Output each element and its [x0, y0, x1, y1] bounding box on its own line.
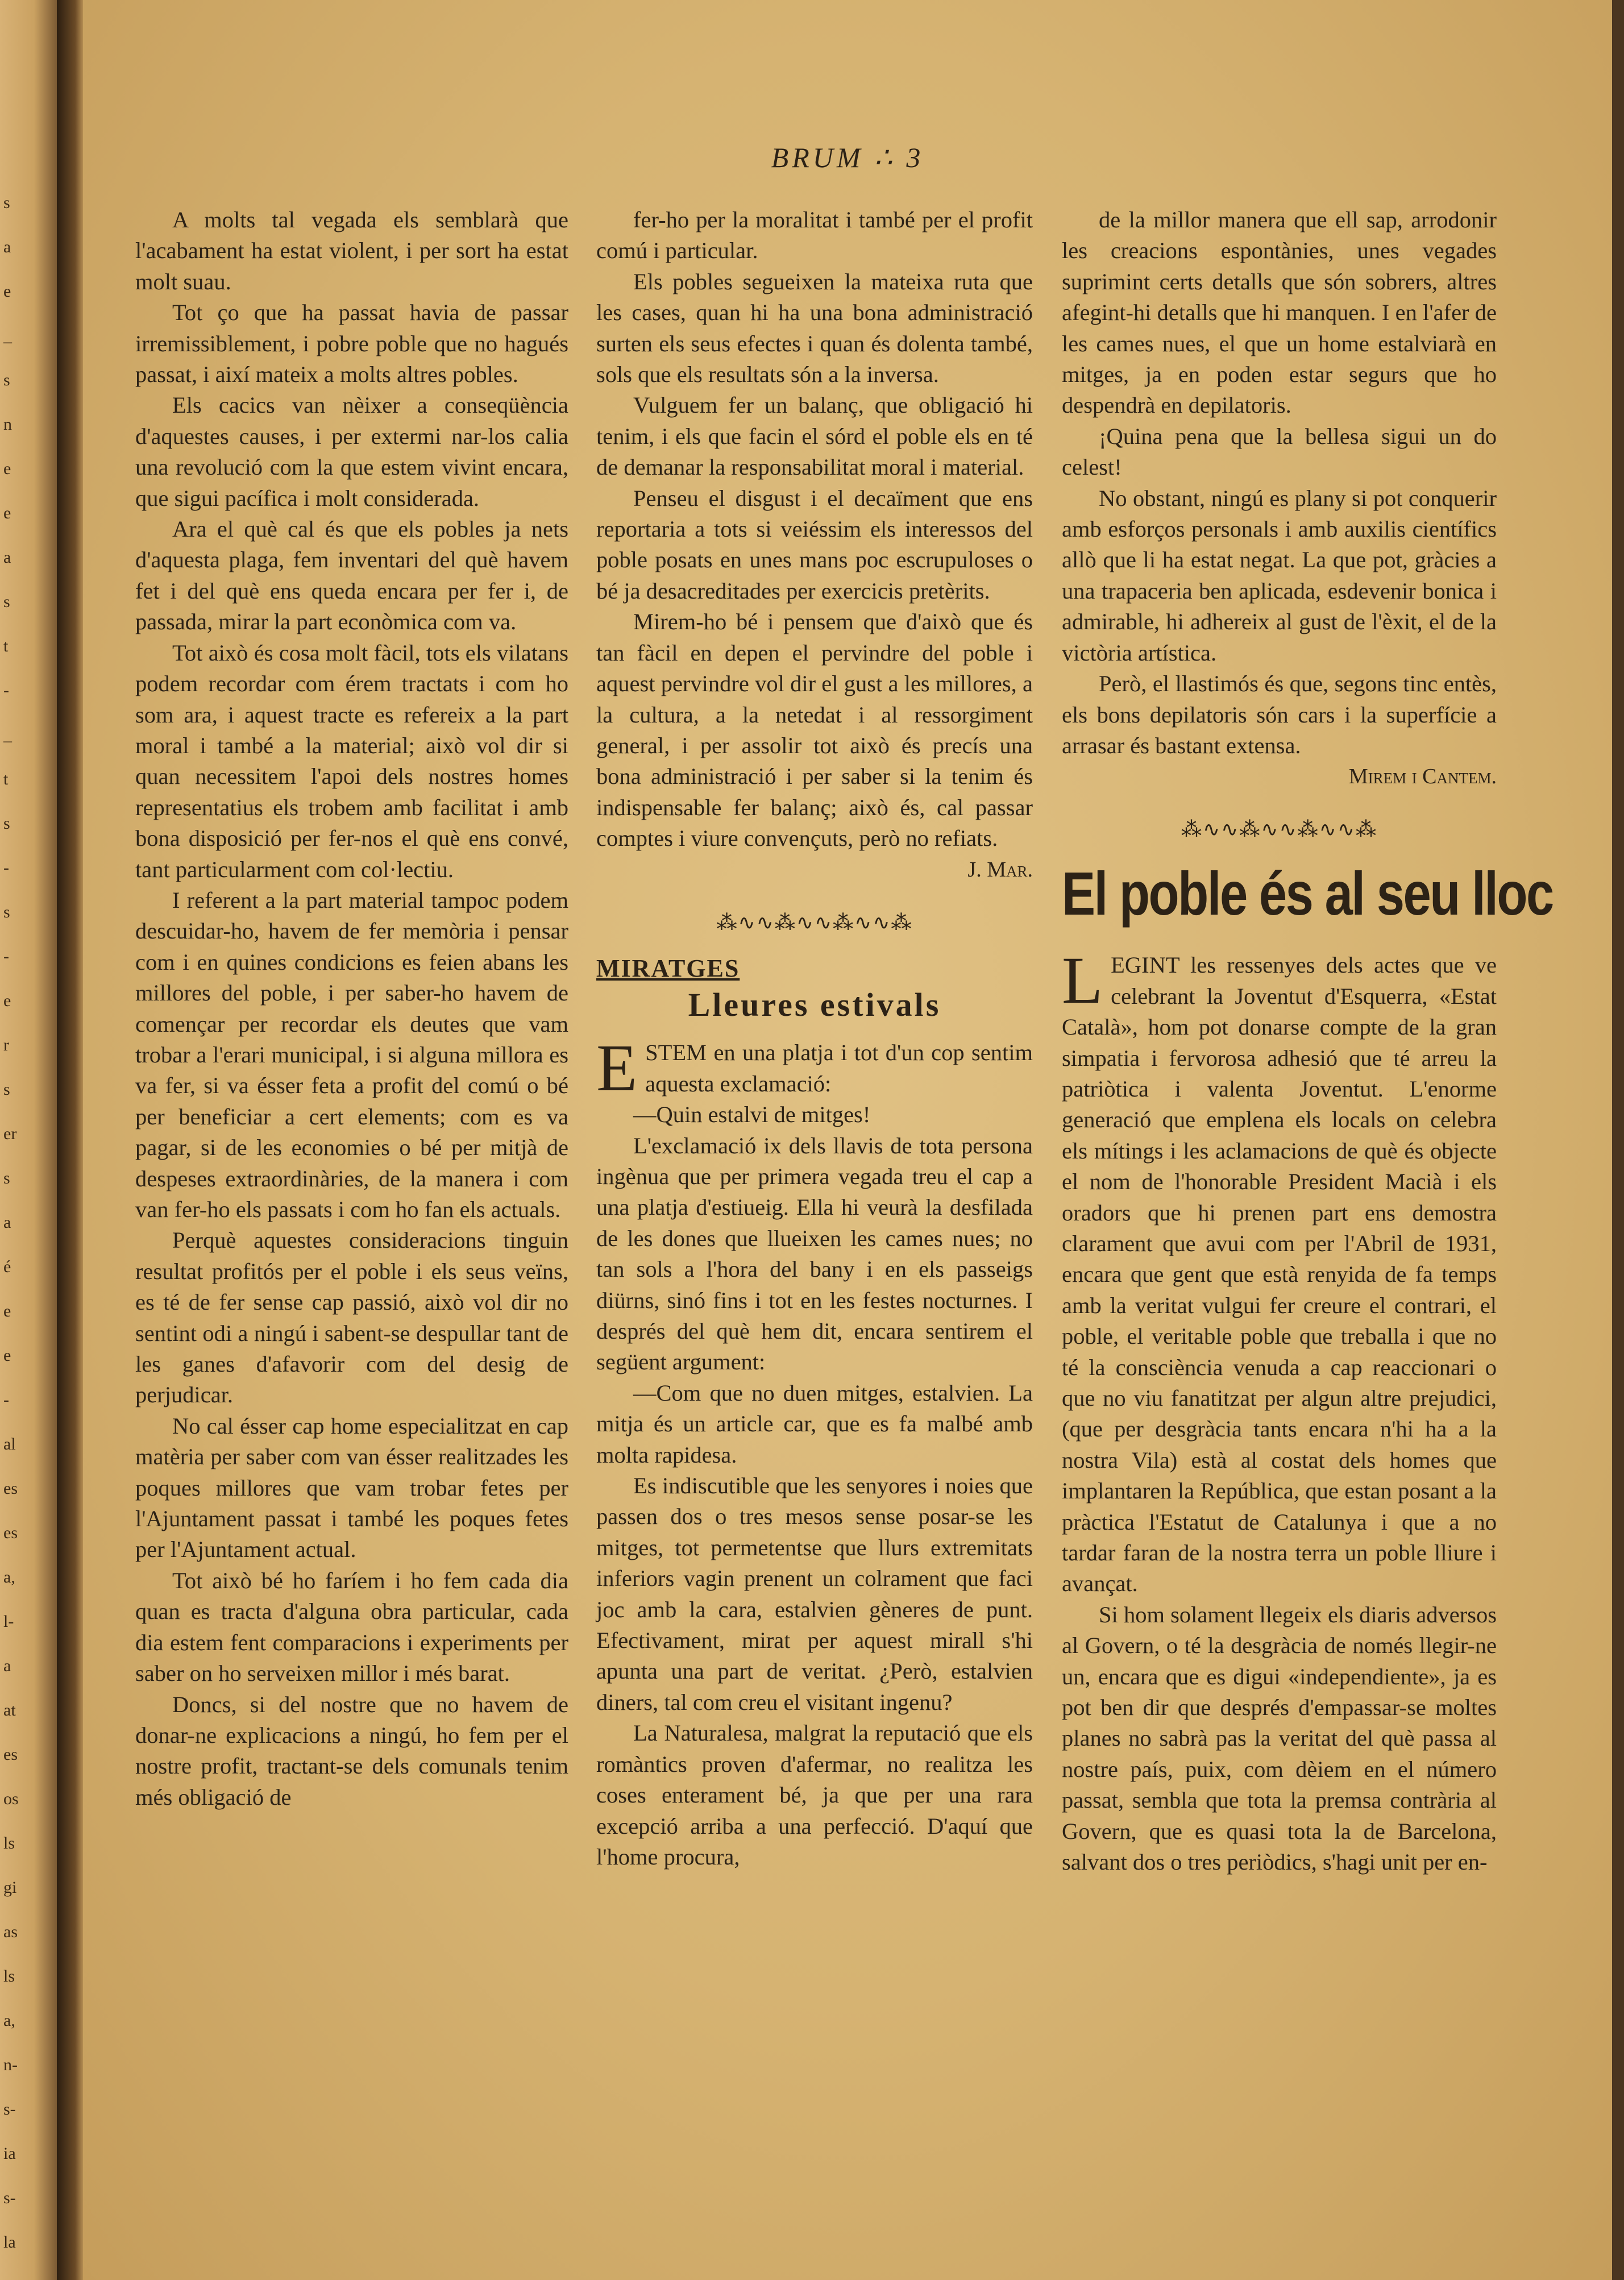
binding-gutter — [57, 0, 83, 2280]
paragraph: Si hom solament llegeix els diaris adversos al Govern, o té la desgràcia de només llegir-ne un, encara que es digui «independiente», ja es pot ben dir que després d'empassar-se moltes planes no sabrà pas la veritat del què passa al nostre país, puix, com dèiem en el número passat, sembla que tota la premsa contrària al Govern, que es quasi tota la de Barcelona, salvant dos o tres periòdics, s'hagi unit per en- — [1062, 1601, 1497, 1875]
paragraph: I referent a la part material tampoc podem descuidar-ho, havem de fer memòria i pensar com i en quines condicions es feien abans les millores del poble, i per saber-ho havem de començar per recordar els deutes que vam trobar a l'erari municipal, i si alguna millora es va fer, si va ésser feta a profit del comú o bé per beneficiar a cert elements; com es va pagar, si de les economies o bé per mitjà de despeses extraordinàries, de la manera i com van fer-ho els passats i com ho fan els actuals. — [135, 887, 568, 1222]
margin-fragment: e — [3, 459, 11, 478]
paragraph: —Com que no duen mitges, estalvien. La mitja és un article car, que es fa malbé amb molta rapidesa. — [596, 1380, 1033, 1468]
paragraph: Tot ço que ha passat havia de passar irremissiblement, i pobre poble que no hagués passat, i així mateix a molts altres pobles. — [135, 300, 568, 388]
right-page-edge — [1612, 0, 1624, 2280]
paragraph: Tot això és cosa molt fàcil, tots els vilatans podem recordar com érem tractats i com ho som ara, i aquest tracte es refereix a la part moral i també a la material; això vol dir si quan necessitem l'apoi dels nostres homes representatius els trobem amb facilitat i amb bona disposició per fer-nos el què ens convé, tant particularment com col·lectiu. — [135, 639, 568, 882]
paragraph: A molts tal vegada els semblarà que l'acabament ha estat violent, i per sort ha estat molt suau. — [135, 207, 568, 294]
paragraph: Es indiscutible que les senyores i noies que passen dos o tres mesos sense posar-se les mitges, tot permetentse que llurs extremitats inferiors vagin prenent un colrament que faci joc amb la cara, estalvien gèneres de punt. Efectivament, mirat per aquest mirall s'hi apunta una part de veritat. ¿Però, estalvien diners, tal com creu el visitant ingenu? — [596, 1473, 1033, 1715]
margin-fragment: e — [3, 282, 11, 301]
margin-fragment: l- — [3, 1612, 14, 1631]
paragraph: fer-ho per la moralitat i també per el profit comú i particular. — [596, 207, 1033, 264]
drop-cap: E — [596, 1031, 638, 1106]
margin-fragment: a, — [3, 1568, 15, 1587]
paragraph: La Naturalesa, malgrat la reputació que els romàntics proven d'afermar, no realitza les coses enterament bé, ja que per una rara excepció arriba a una perfecció. D'aquí que l'home procura, — [596, 1720, 1033, 1870]
newspaper-page — [83, 0, 1612, 2280]
margin-fragment: _ — [3, 725, 12, 744]
drop-cap: L — [1062, 943, 1103, 1018]
paragraph: Els pobles segueixen la mateixa ruta que les cases, quan hi ha una bona administració surten els seus efectes i quan és dolenta també, sols que els resultats són a la inversa. — [596, 268, 1033, 388]
margin-fragment: s — [3, 371, 10, 389]
page-header: BRUM ∴ 3 — [771, 142, 924, 173]
paragraph: de la millor manera que ell sap, arrodonir les creacions espontànies, unes vegades suprimint certs detalls que són sobrers, altres afegint-hi detalls que hi manquen. I en l'afer de les cames nues, el que un home estalviarà en mitges, ja en poden estar segurs que ho despendrà en depilatoris. — [1062, 207, 1497, 418]
paragraph: No cal ésser cap home especialitzat en cap matèria per saber com van ésser realitzades les poques millores que vam trobar fetes per l'Ajuntament passat i també les poques fetes per l'Ajuntament actual. — [135, 1413, 568, 1563]
column-3 — [1062, 205, 1553, 1878]
margin-fragment: a — [3, 1656, 11, 1675]
article-lead: LEGINT les ressenyes dels actes que ve celebrant la Joventut d'Esquerra, «Estat Català», hom pot donarse compte de la gran simpatia i fervorosa adhesió que té arreu la patriòtica i valenta Joventut. L'enorme generació que emplena els locals on celebra els mítings i les aclamacions de què és objecte el nom de l'honorable President Macià i els oradors que hi prenen part ens demostra clarament que avui com per l'Abril de 1931, encara que gent que està renyida de fa temps amb la veritat vulgui fer creure el contrari, el poble, el veritable poble que treballa i que no té la consciència venuda a cap reaccionari o que no viu fanatitzat per algun altre prejudici, (que per desgràcia tants encara n'hi ha a la nostra Vila) està al costat dels homes que implantaren la República, que estan posant a la pràctica l'Estatut de Catalunya i que a no tardar faran de la nostra terra un poble lliure i avançat. — [1062, 943, 1497, 1597]
signature-mirem-i-cantem: Mirem i Cantem. — [1348, 765, 1497, 789]
margin-fragment: _ — [3, 326, 12, 345]
margin-fragment: os — [3, 1789, 19, 1808]
margin-fragment: - — [3, 858, 9, 877]
margin-fragment: gi — [3, 1878, 17, 1897]
margin-fragment: s- — [3, 2188, 16, 2207]
margin-fragment: t — [3, 770, 9, 788]
margin-fragment: e — [3, 1302, 11, 1320]
margin-fragment: a — [3, 1213, 11, 1232]
paragraph: No obstant, ningú es plany si pot conquerir amb esforços personals i amb auxilis científics allò que li ha estat negat. La que pot, gràcies a una trapaceria ben aplicada, esdevenir bonica i admirable, hi adhereix al gust de l'èxit, el de la victòria artística. — [1062, 485, 1497, 666]
margin-fragment: a — [3, 238, 11, 256]
margin-fragment: es — [3, 1523, 18, 1542]
column-2 — [596, 205, 1033, 1872]
margin-fragment: la — [3, 2233, 16, 2252]
paragraph: Penseu el disgust i el decaïment que ens reportaria a tots si veiéssim els interessos del poble posats en unes mans poc escrupuloses o bé ja desacreditades per exercicis pretèrits. — [596, 485, 1033, 604]
margin-fragment: a — [3, 548, 11, 567]
paragraph: Doncs, si del nostre que no havem de donar-ne explicacions a ningú, ho fem per el nostre profit, tractant-se dels comunals tenim més obligació de — [135, 1691, 568, 1810]
margin-fragment: s — [3, 1169, 10, 1187]
margin-fragment: s — [3, 903, 10, 921]
margin-fragment: r — [3, 1036, 9, 1054]
margin-fragment: - — [3, 681, 9, 700]
margin-fragment: - — [3, 1390, 9, 1409]
paragraph: Ara el què cal és que els pobles ja nets d'aquesta plaga, fem inventari del què havem fet i del què ens queda encara per fer i, de passada, mirar la part econòmica com va. — [135, 516, 568, 635]
paragraph: Però, el llastimós és que, segons tinc entès, els bons depilatoris són cars i la superfície a arrasar és bastant extensa. — [1062, 671, 1497, 758]
ornament-divider: ⁂∿∿⁂∿∿⁂∿∿⁂ — [1181, 818, 1377, 841]
margin-fragment: n — [3, 415, 12, 434]
margin-fragment: ls — [3, 1834, 15, 1853]
margin-fragment: e — [3, 504, 11, 522]
margin-fragment: a, — [3, 2011, 15, 2030]
signature-j-mar: J. Mar. — [967, 857, 1033, 882]
margin-fragment: ia — [3, 2144, 16, 2163]
margin-fragment: ls — [3, 1967, 15, 1986]
paragraph: Vulguem fer un balanç, que obligació hi tenim, i els que facin el sórd el poble els en té de demanar la responsabilitat moral i material. — [596, 392, 1033, 480]
article-lead: ESTEM en una platja i tot d'un cop sentim aquesta exclamació: — [596, 1031, 1033, 1106]
margin-fragment: at — [3, 1701, 16, 1720]
margin-fragment: s — [3, 1080, 10, 1099]
section-title-miratges: MIRATGES — [596, 954, 740, 982]
paragraph: L'exclamació ix dels llavis de tota persona ingènua que per primera vegada treu el cap a una platja d'estiueig. Ella hi veurà la desfilada de les dones que llueixen les cames nues; no tan sols a l'hora del bany i en els passeigs diürns, sinó fins i tot en les festes nocturnes. I després del què hem dit, encara sentirem el següent argument: — [596, 1132, 1033, 1375]
margin-fragment: n- — [3, 2055, 18, 2074]
margin-fragment: é — [3, 1257, 11, 1276]
previous-page-edge — [0, 0, 57, 2280]
paragraph: Tot això bé ho faríem i ho fem cada dia quan es tracta d'alguna obra particular, cada dia estem fent comparacions i experiments per saber on ho serveixen millor i més barat. — [135, 1567, 568, 1687]
paragraph: ¡Quina pena que la bellesa sigui un do celest! — [1062, 423, 1497, 480]
margin-fragment: - — [3, 947, 9, 966]
margin-fragment: s — [3, 814, 10, 833]
margin-fragment: s — [3, 193, 10, 212]
article-title-lleures-estivals: Lleures estivals — [688, 986, 941, 1023]
column-1 — [135, 205, 568, 1813]
margin-fragment: s — [3, 592, 10, 611]
margin-fragment: as — [3, 1922, 18, 1941]
ornament-divider: ⁂∿∿⁂∿∿⁂∿∿⁂ — [716, 911, 913, 934]
margin-fragment: es — [3, 1745, 18, 1764]
margin-fragment: e — [3, 991, 11, 1010]
paragraph: Els cacics van nèixer a conseqüència d'aquestes causes, i per extermi nar-los calia una revolució com la que estem vivint encara, que sigui pacífica i molt considerada. — [135, 392, 568, 511]
margin-fragment: al — [3, 1435, 16, 1453]
paragraph: —Quin estalvi de mitges! — [633, 1102, 871, 1128]
paragraph: Perquè aquestes consideracions tinguin resultat profitós per el poble i els seus veïns, es té de fer sense cap passió, això vol dir no sentint odi a ningú i sabent-se despullar tant de les ganes d'afavorir com del desig de perjudicar. — [135, 1227, 568, 1408]
margin-fragment: t — [3, 637, 9, 655]
margin-fragment: es — [3, 1479, 18, 1498]
article-title-el-poble: El poble és al seu lloc — [1062, 859, 1553, 928]
margin-fragment: er — [3, 1124, 17, 1143]
paragraph: Mirem-ho bé i pensem que d'això que és tan fàcil en depen el pervindre del poble i aquest pervindre vol dir el gust a les millores, a la cultura, a la netedat i al ressorgiment general, i per assolir tot això és precís una bona administració i per saber si la tenim és indispensable fer balanç; això és, cal passar comptes i viure convençuts, però no refiats. — [596, 609, 1033, 852]
margin-fragment: s- — [3, 2100, 16, 2119]
margin-fragment: e — [3, 1346, 11, 1365]
